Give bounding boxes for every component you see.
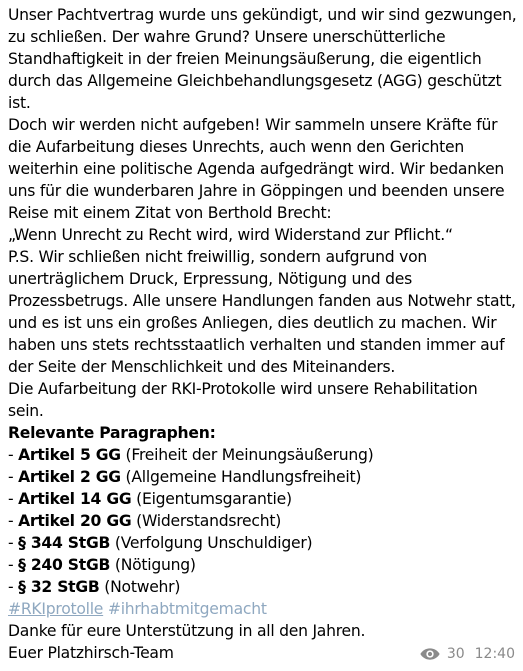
eye-icon xyxy=(419,647,441,661)
view-count: 30 xyxy=(446,646,465,662)
message-line: Prozessbetrugs. Alle unsere Handlungen fanden aus Notwehr statt, xyxy=(8,292,516,310)
message-line: Reise mit einem Zitat von Berthold Brecht: xyxy=(8,204,332,222)
message-line: unerträglichem Druck, Erpressung, Nötigung und des xyxy=(8,270,412,288)
message-line: sein. xyxy=(8,402,44,420)
paragraph-description: (Allgemeine Handlungsfreiheit) xyxy=(120,468,362,486)
paragraph-description: (Verfolgung Unschuldiger) xyxy=(110,534,313,552)
paragraph-description: (Widerstandsrecht) xyxy=(131,512,282,530)
message-line: die Aufarbeitung dieses Unrechts, auch wenn den Gerichten xyxy=(8,138,465,156)
paragraphs-heading: Relevante Paragraphen: xyxy=(8,424,216,442)
message-line: „Wenn Unrecht zu Recht wird, wird Widerstand zur Pflicht.“ xyxy=(8,226,453,244)
message-line: P.S. Wir schließen nicht freiwillig, sondern aufgrund von xyxy=(8,248,428,266)
hashtag-rkiprotolle[interactable]: #RKIprotolle xyxy=(8,600,104,618)
paragraph-bullet: - xyxy=(8,446,19,464)
closing-signature: Euer Platzhirsch-Team xyxy=(8,644,174,662)
paragraph-law: Artikel 2 GG xyxy=(18,468,121,486)
message-text xyxy=(8,4,517,422)
hashtag-ihrhabtmitgemacht[interactable]: #ihrhabtmitgemacht xyxy=(107,600,267,618)
paragraph-description: (Eigentumsgarantie) xyxy=(131,490,292,508)
paragraph-bullet: - xyxy=(8,512,19,530)
message-line: und es ist uns ein großes Anliegen, dies deutlich zu machen. Wir xyxy=(8,314,497,332)
paragraph-item xyxy=(8,488,517,510)
paragraph-description: (Notwehr) xyxy=(99,578,181,596)
message-time: 12:40 xyxy=(474,646,515,662)
paragraph-law: § 32 StGB xyxy=(18,578,100,596)
paragraph-item xyxy=(8,444,517,466)
paragraph-item xyxy=(8,532,517,554)
paragraph-bullet: - xyxy=(8,578,19,596)
paragraph-description: (Freiheit der Meinungsäußerung) xyxy=(120,446,374,464)
paragraph-item xyxy=(8,510,517,532)
message-line: zu schließen. Der wahre Grund? Unsere unerschütterliche xyxy=(8,28,446,46)
paragraph-law: Artikel 20 GG xyxy=(18,512,132,530)
message-line: weiterhin eine politische Agenda aufgedrängt wird. Wir bedanken xyxy=(8,160,505,178)
message-line: Standhaftigkeit in der freien Meinungsäußerung, die eigentlich xyxy=(8,50,482,68)
paragraph-law: § 240 StGB xyxy=(18,556,111,574)
paragraph-bullet: - xyxy=(8,490,19,508)
message-line: uns für die wunderbaren Jahre in Göppingen und beenden unsere xyxy=(8,182,505,200)
paragraph-bullet: - xyxy=(8,534,19,552)
paragraphs-list xyxy=(8,422,517,598)
message-line: haben uns stets rechtsstaatlich verhalten und standen immer auf xyxy=(8,336,505,354)
paragraph-bullet: - xyxy=(8,468,19,486)
message-line: Doch wir werden nicht aufgeben! Wir sammeln unsere Kräfte für xyxy=(8,116,498,134)
message-line: Unser Pachtvertrag wurde uns gekündigt, und wir sind gezwungen, xyxy=(8,6,517,24)
paragraph-law: Artikel 14 GG xyxy=(18,490,132,508)
paragraph-bullet: - xyxy=(8,556,19,574)
hashtag-row xyxy=(8,598,517,620)
message-line: Die Aufarbeitung der RKI-Protokolle wird unsere Rehabilitation xyxy=(8,380,478,398)
message-meta xyxy=(419,643,515,665)
message-line: durch das Allgemeine Gleichbehandlungsgesetz (AGG) geschützt xyxy=(8,72,502,90)
closing-thanks: Danke für eure Unterstützung in all den Jahren. xyxy=(8,622,366,640)
message-line: der Seite der Menschlichkeit und des Miteinanders. xyxy=(8,358,396,376)
message-line: ist. xyxy=(8,94,31,112)
paragraph-item xyxy=(8,554,517,576)
paragraph-description: (Nötigung) xyxy=(110,556,196,574)
paragraph-item xyxy=(8,466,517,488)
paragraph-law: Artikel 5 GG xyxy=(18,446,121,464)
paragraph-law: § 344 StGB xyxy=(18,534,111,552)
paragraph-item xyxy=(8,576,517,598)
